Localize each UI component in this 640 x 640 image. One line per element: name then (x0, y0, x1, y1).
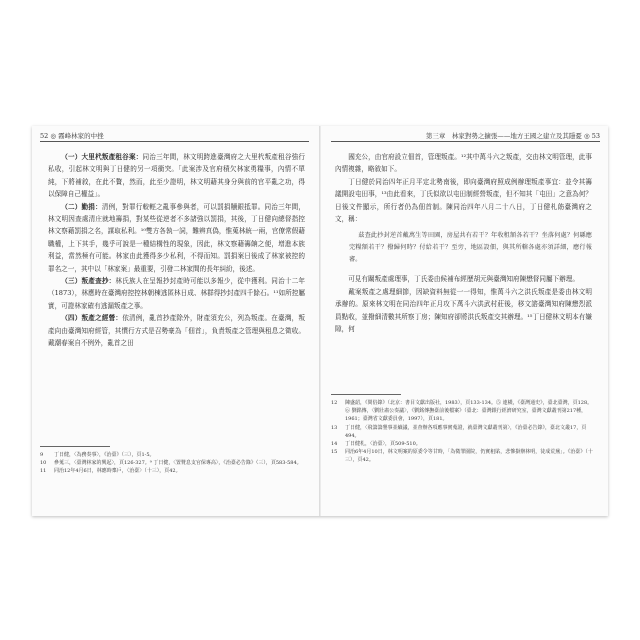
paragraph-text: 依清例，亂首抄產除外，財產須充公，列為叛產。在臺灣，叛產向由臺灣知府經管，其慣行方式是召勢豪為「佃首」，負責叛產之管理與租息之徵收。戴潮春案自不例外，亂首之田 (48, 314, 305, 348)
paragraph (48, 201, 305, 275)
footnote-text: 參蒐三，〈臺灣林家的興起〉，頁126-327。⁹ 丁日健，〈置贊息支官保專高〉，《治臺必告錄》（三），頁583-584。 (54, 460, 302, 467)
body-text (48, 151, 305, 350)
paragraph-lead: （四）叛產之經營： (61, 314, 123, 323)
paragraph (48, 312, 305, 349)
footnote (331, 424, 596, 440)
footnote (40, 451, 307, 459)
paragraph-text: 清例，對罪行較輕之亂事參與者，可以罰捐贖銀抵罪。同治三年間，林文明因查處清庄就地籌捐，對某些從逆者不多諸強以罰捐，其後，丁日健向總督指控林文察藉罰捐之名，謀取私利。¹⁰雙方各執一詞，難辨真偽，惟蒐林統一兩，官僚常假藉職權，上下其手，幾乎可說是一種結構性的現象，因此，林文察藉籌餉之便，增進本族利益，當然極有可能。林家由此獲得多少私利，不得而知。罰捐案日後成了林家被控的罪名之一，其中以「林家案」最重要，引發二林家間的長年糾紛，後述。 (48, 202, 306, 273)
footnote-number: 15 (331, 449, 338, 456)
footnote-text: 同治6年4月10日，林文明案的原委令等甘時，「為徵罪園院，仍實租貼，悲慘掛辦林明，徒成荒蕪」。《治臺》（十三），頁42。 (345, 449, 593, 464)
footnote-number: 12 (331, 400, 338, 406)
paragraph-lead: （二）勤捐： (61, 202, 102, 211)
footnote (40, 467, 307, 475)
paragraph: 丁日健於同治四年正月平定北勢南後，即向臺灣府照成例辦理叛產事宜：並令其籌議開設屯田事，¹³由此看來，丁氏似欲以屯田制經營叛產，但不知其「屯田」之意為何？日後文件顯示，所行者仍為佃首制。陳同治四年八月二十八日，丁日健札飭臺灣府之文，稱： (335, 177, 592, 224)
footnote-number: 14 (331, 441, 338, 448)
paragraph (48, 151, 305, 201)
footnote (331, 399, 596, 424)
running-header-left: 52 ◎ 霧峰林家的中挫 (40, 132, 104, 140)
footnote-number: 13 (331, 424, 338, 431)
footnote (331, 448, 596, 464)
paragraph-text: 同治三年間，林文明跨進臺灣府之大里杙叛產租谷強行私收，引起林文明與丁日健的另一項衝突。「此案涉及官府積欠林家勇糧事，內情不單純，下將補敘，在此不贅，然而，此至少證明，林文明藉其身分與前的官平亂之功，得以保障自己權益」。 (48, 153, 306, 199)
block-quote: 茲查此抄封逆首戴萬生等田園，房屋共有若干？年收租額各若干？坐落何處？何縣應完糧額若干？撥歸何時？付給若干？至旁，地區設佃，與其所轄各處亦須詳細，應行報審。 (349, 232, 592, 264)
header-rule (331, 141, 600, 142)
footnote (40, 459, 307, 467)
footnote-text: 同治12年4月6日，林應時稟戶，〈治臺〉（十三），頁42。 (54, 468, 181, 475)
paragraph (48, 275, 305, 312)
paragraph-lead: （三）叛產查抄： (61, 277, 116, 286)
header-rule (40, 141, 309, 142)
body-text (335, 151, 592, 335)
footnote-number: 11 (40, 468, 47, 475)
book-spread (32, 126, 608, 516)
footnote-text: 丁日健札，〈治臺〉，頁509-510。 (345, 441, 421, 448)
footnote-rule (40, 446, 110, 447)
footnote-text: 陳盛韶，《問俗錄》（北京：書目文獻出版社，1983），頁133-134。⑤ 連橫，《臺灣通史》，臺北臺灣，頁128。⑥ 劉銘傳，〈劉壯肅公奏議〉，《劉銘傳撫臺前後檔案》（臺北：臺灣銀行經濟研究室，臺灣文獻叢刊第217種，1961；臺灣省文獻委員會，1997），頁181。 (345, 400, 593, 423)
footnotes (331, 399, 596, 465)
running-header-right: 第三章 林家對勢之擴張——地方王國之建立及其隱憂 ◎ 53 (425, 132, 600, 140)
left-page (32, 126, 319, 516)
right-page (321, 126, 608, 516)
footnote-text: 丁日健，〈為務奏事〉，《治臺》（三），頁1-5。 (54, 452, 155, 458)
paragraph: 可見有關叛產處理事，丁氏委由候補布經歷胡元與臺灣知府陳懋督同屬下辦理。 (348, 275, 579, 284)
footnote-text: 丁日健，〈飛籌籌墾事並續議，並查辦各項應事實蒐證，就臺灣文獻叢刊第〉，《治臺必告錄》，臺北文叢17，頁494。 (345, 424, 587, 439)
footnotes (40, 451, 307, 476)
footnote-number: 9 (40, 452, 44, 458)
footnote (331, 440, 596, 448)
footnote-rule (331, 394, 401, 395)
footnote-number: 10 (40, 460, 47, 467)
paragraph-text: 林氏族人在呈報抄封產時可能以多報少，從中獲利。同治十二年（1873），林應時在臺灣府控控林朝棟逃匿林日成、林群得抄封產四千餘石。¹¹如所控屬實，可證林家確有逃漏叛產之事。 (48, 277, 306, 310)
paragraph: 戴案叛產之處理細節，因缺資料無從一一得知，惟萬斗六之洪氏叛產是委由林文明承辦的。原來林文明在同治四年正月攻下萬斗六洪武村莊後，移文諮臺灣知府陳懋烈派員點收，並撥細清數其所察丁房；陳知府卻將洪氏叛產交其辦理。¹⁵丁日健林文明本有嫌隙，何 (335, 287, 592, 334)
paragraph: 國充公，由官府設立佃首，管理叛產。¹²其中萬斗六之叛產，交由林文明管理，此事內情複雜，略敘如下。 (335, 153, 592, 174)
paragraph-lead: （一）大里杙叛產租谷案： (61, 153, 143, 161)
